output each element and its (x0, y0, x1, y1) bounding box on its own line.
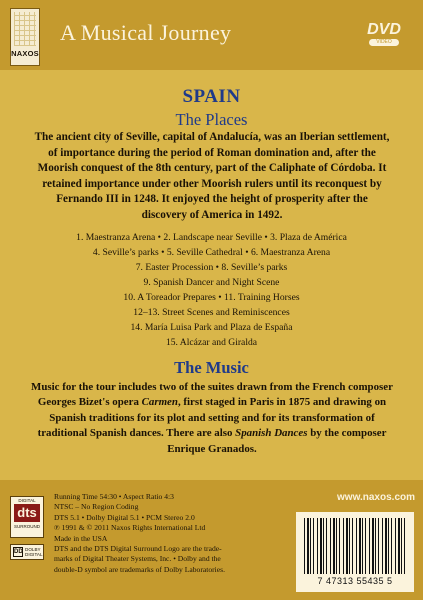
track-line: 9. Spanish Dancer and Night Scene (143, 277, 280, 288)
dolby-double-d: DD (14, 549, 23, 555)
spec-line: NTSC – No Region Coding (54, 502, 139, 512)
music-heading: The Music (174, 358, 249, 377)
naxos-logo-text: NAXOS (11, 49, 39, 58)
spec-line: DTS and the DTS Digital Surround Logo are the trade- (54, 544, 222, 554)
track-line: 15. Alcázar and Giralda (165, 337, 258, 348)
dvd-logo-text: DVD (367, 21, 401, 38)
dvd-video-logo-icon (360, 22, 408, 48)
music-text-part: Music for the tour includes two of the suites drawn from the French composer Georges Bizet's opera (31, 381, 393, 409)
video-logo-text: VIDEO (369, 39, 399, 46)
dts-digital-surround-logo-icon (10, 496, 44, 538)
spec-line: marks of Digital Theater Systems, Inc. • Dolby and the (54, 554, 221, 564)
music-description (26, 380, 398, 457)
website-url: www.naxos.com (337, 492, 415, 503)
technical-specs (54, 492, 274, 575)
track-line: 12–13. Street Scenes and Reminiscences (133, 307, 290, 318)
track-line: 10. A Toreador Prepares • 11. Training Horses (123, 292, 300, 303)
track-list (40, 230, 383, 350)
track-line: 7. Easter Procession • 8. Seville’s parks (135, 262, 288, 273)
track-line: 4. Seville’s parks • 5. Seville Cathedral • 6. Maestranza Arena (92, 247, 331, 258)
spec-line: Running Time 54:30 • Aspect Ratio 4:3 (54, 492, 174, 501)
dolby-logo-line: DOLBY (25, 547, 41, 552)
dts-logo-top: DIGITAL (18, 498, 36, 503)
main-content (0, 70, 423, 480)
barcode-bars (304, 518, 406, 574)
track-line: 1. Maestranza Arena • 2. Landscape near Seville • 3. Plaza de América (76, 232, 347, 243)
work-title: Spanish Dances (235, 427, 308, 440)
music-text-part: , first staged in Paris in 1875 and drawing on Spanish traditions for its plot and setting and for its transformation of traditional Spanish dances. There are also (37, 396, 387, 440)
naxos-logo-icon (10, 8, 40, 66)
places-heading: The Places (175, 110, 248, 129)
track-line: 14. María Luisa Park and Plaza de España (130, 322, 293, 333)
places-intro: The ancient city of Seville, capital of Andalucía, was an Iberian settlement, of importance during the period of Roman domination and, after the Moorish conquest of the 8th century, part of the Caliphate of Córdoba. It retained importance under other Moorish rulers until its reconquest by Fernando III in 1248. It enjoyed the height of prosperity after the discovery of America in 1492. (34, 131, 390, 221)
dts-logo-bottom: SURROUND (13, 524, 40, 529)
spec-line: Made in the USA (54, 533, 108, 543)
country-title: SPAIN (182, 86, 241, 107)
dolby-digital-logo-icon (10, 544, 44, 560)
series-title: A Musical Journey (60, 20, 232, 45)
opera-title: Carmen (141, 396, 178, 409)
footer-band (0, 480, 423, 600)
barcode-digits: 7 47313 55435 5 (317, 576, 393, 586)
spec-line: DTS 5.1 • Dolby Digital 5.1 • PCM Stereo 2.0 (54, 512, 195, 522)
header-band (0, 0, 423, 70)
dts-logo-mark: dts (14, 504, 40, 522)
spec-line: double-D symbol are trademarks of Dolby Laboratories. (54, 564, 226, 574)
music-text-part: by the composer Enrique Granados. (167, 427, 387, 455)
spec-line: ℗ 1991 & © 2011 Naxos Rights International Ltd (54, 523, 206, 533)
dolby-logo-line: DIGITAL (25, 552, 43, 558)
barcode-icon (296, 512, 414, 592)
